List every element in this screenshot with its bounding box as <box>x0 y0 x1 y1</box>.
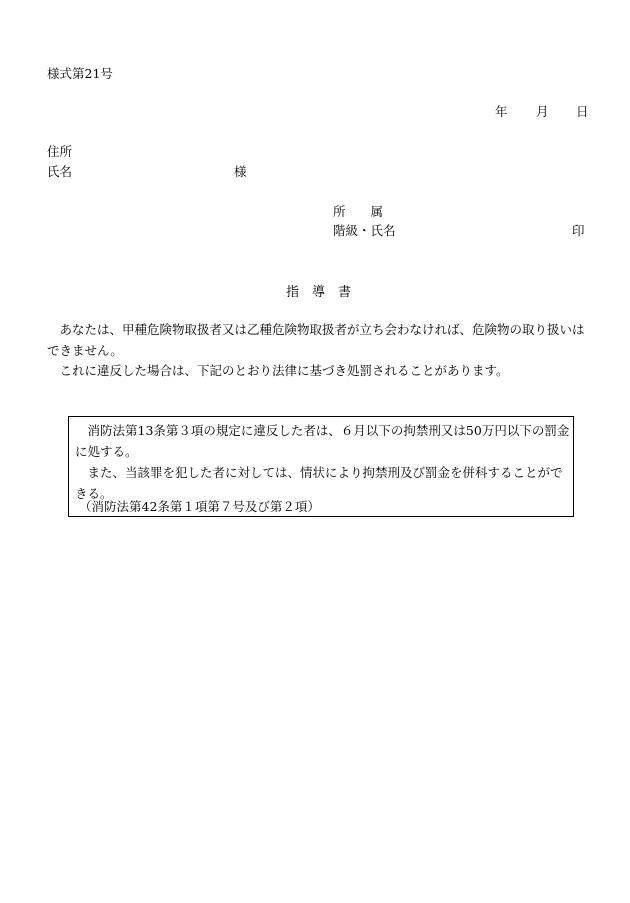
address-label: 住所 <box>47 144 73 159</box>
honorific: 様 <box>234 164 247 179</box>
affiliation-label: 所 属 <box>333 204 384 219</box>
notice-line-2: また、当該罪を犯した者に対しては、情状により拘禁刑及び罰金を併科することができる。 <box>75 465 563 501</box>
name-label: 氏名 <box>47 164 73 179</box>
rank-name-label: 階級・氏名 <box>333 223 396 238</box>
date-year: 年 <box>495 104 508 119</box>
body-paragraph-2: これに違反した場合は、下記のとおり法律に基づき処罰されることがあります。 <box>59 363 509 378</box>
document-title: 指 導 書 <box>286 285 352 300</box>
notice-box <box>68 416 574 517</box>
form-number: 様式第21号 <box>47 66 113 81</box>
date-day: 日 <box>576 104 589 119</box>
body-paragraph-1: あなたは、甲種危険物取扱者又は乙種危険物取扱者が立ち会わなければ、危険物の取り扱いはできません。 <box>47 322 585 358</box>
seal-mark: 印 <box>572 223 585 238</box>
notice-citation: （消防法第42条第１項第７号及び第２項） <box>79 499 320 514</box>
notice-line-1: 消防法第13条第３項の規定に違反した者は、６月以下の拘禁刑又は50万円以下の罰金に処する。 <box>75 423 570 459</box>
date-month: 月 <box>536 104 549 119</box>
